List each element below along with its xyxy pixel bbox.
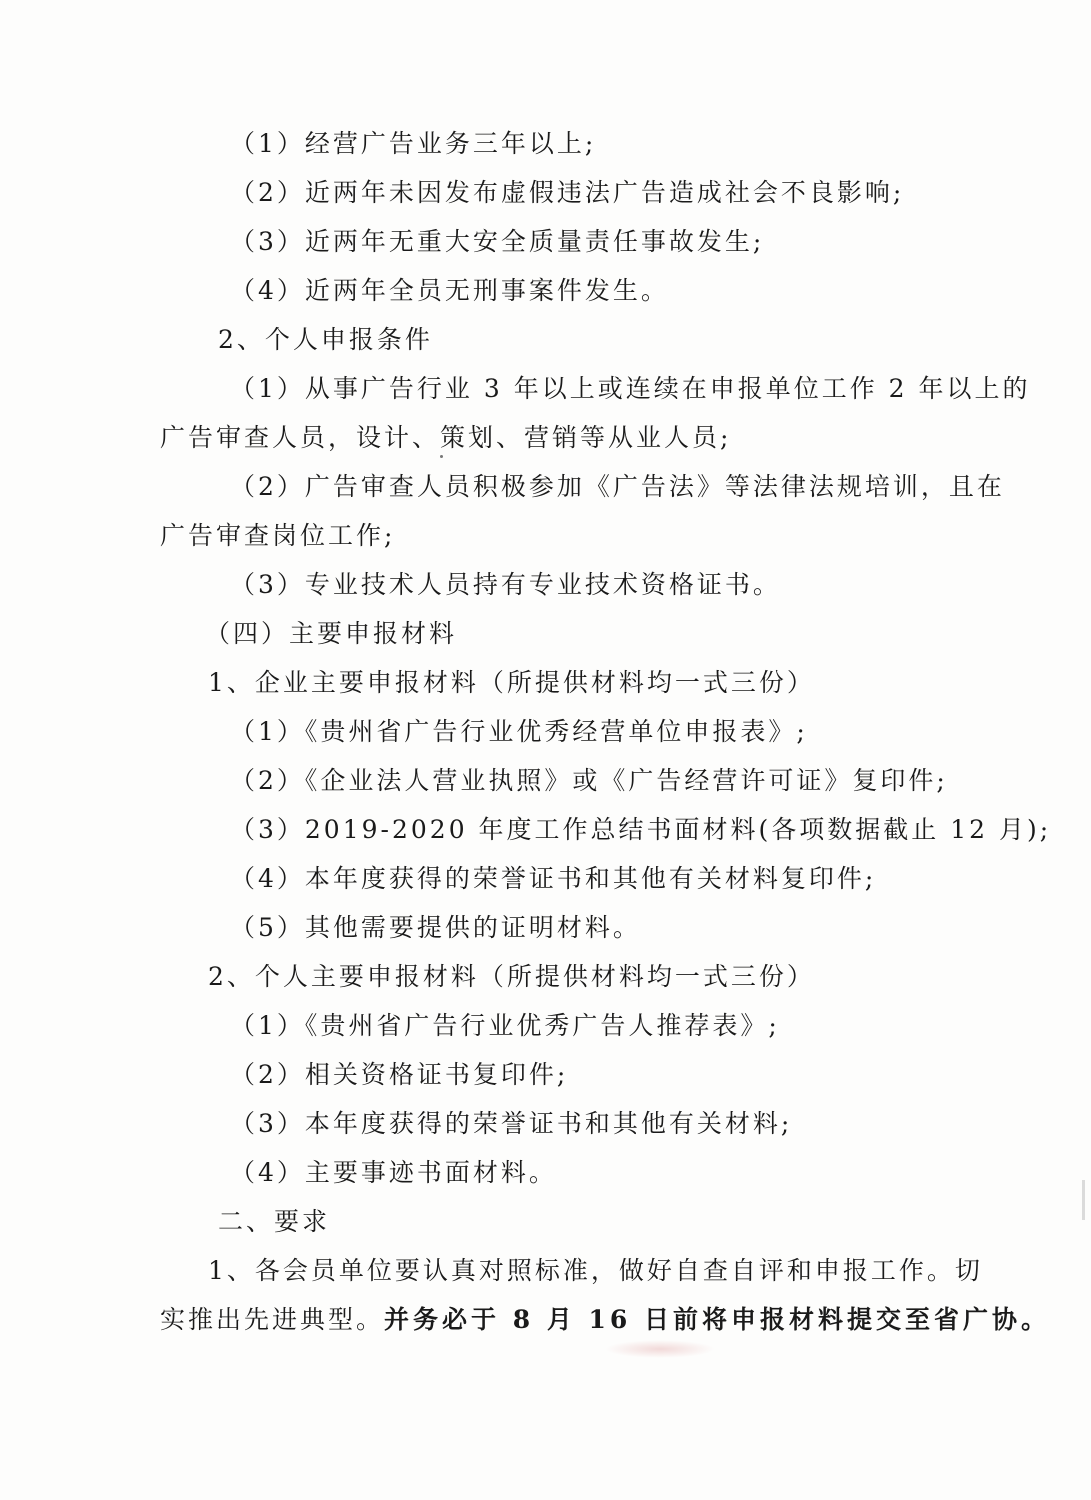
faint-stamp-mark [605, 1340, 715, 1358]
text-line-1: （1）经营广告业务三年以上; [230, 129, 597, 158]
text-line-3: （3）近两年无重大安全质量责任事故发生; [230, 227, 765, 256]
text-line-14: （2）《企业法人营业执照》或《广告经营许可证》复印件; [230, 766, 948, 795]
scan-speck [440, 455, 443, 458]
text-line-10: （3）专业技术人员持有专业技术资格证书。 [230, 570, 781, 599]
text-line-16: （4）本年度获得的荣誉证书和其他有关材料复印件; [230, 864, 877, 893]
subheading-personal-materials: 2、个人主要申报材料（所提供材料均一式三份） [208, 962, 815, 991]
text-line-6: （1）从事广告行业 3 年以上或连续在申报单位工作 2 年以上的 [230, 374, 1031, 403]
subheading-enterprise-materials: 1、企业主要申报材料（所提供材料均一式三份） [208, 668, 815, 697]
final-line-bold-deadline: 并务必于 8 月 16 日前将申报材料提交至省广协。 [384, 1305, 1051, 1334]
scan-edge-mark [1082, 1180, 1085, 1220]
text-line-7: 广告审查人员，设计、策划、营销等从业人员; [160, 423, 732, 452]
text-line-24: 1、各会员单位要认真对照标准，做好自查自评和申报工作。切 [208, 1256, 983, 1285]
text-line-8: （2）广告审查人员积极参加《广告法》等法律法规培训，且在 [230, 472, 1005, 501]
text-line-9: 广告审查岗位工作; [160, 521, 396, 550]
text-line-20: （2）相关资格证书复印件; [230, 1060, 569, 1089]
text-line-21: （3）本年度获得的荣誉证书和其他有关材料; [230, 1109, 793, 1138]
text-line-15: （3）2019-2020 年度工作总结书面材料(各项数据截止 12 月); [230, 815, 1052, 844]
section-heading-requirements: 二、要求 [218, 1207, 331, 1236]
text-line-22: （4）主要事迹书面材料。 [230, 1158, 557, 1187]
text-line-2: （2）近两年未因发布虚假违法广告造成社会不良影响; [230, 178, 905, 207]
section-heading-personal-conditions: 2、个人申报条件 [218, 325, 433, 354]
text-line-4: （4）近两年全员无刑事案件发生。 [230, 276, 669, 305]
text-line-final [160, 1304, 1050, 1336]
final-line-normal: 实推出先进典型。 [160, 1305, 385, 1334]
text-line-17: （5）其他需要提供的证明材料。 [230, 913, 641, 942]
text-line-19: （1）《贵州省广告行业优秀广告人推荐表》; [230, 1011, 780, 1040]
section-heading-materials: （四）主要申报材料 [205, 619, 458, 648]
text-line-13: （1）《贵州省广告行业优秀经营单位申报表》; [230, 717, 808, 746]
